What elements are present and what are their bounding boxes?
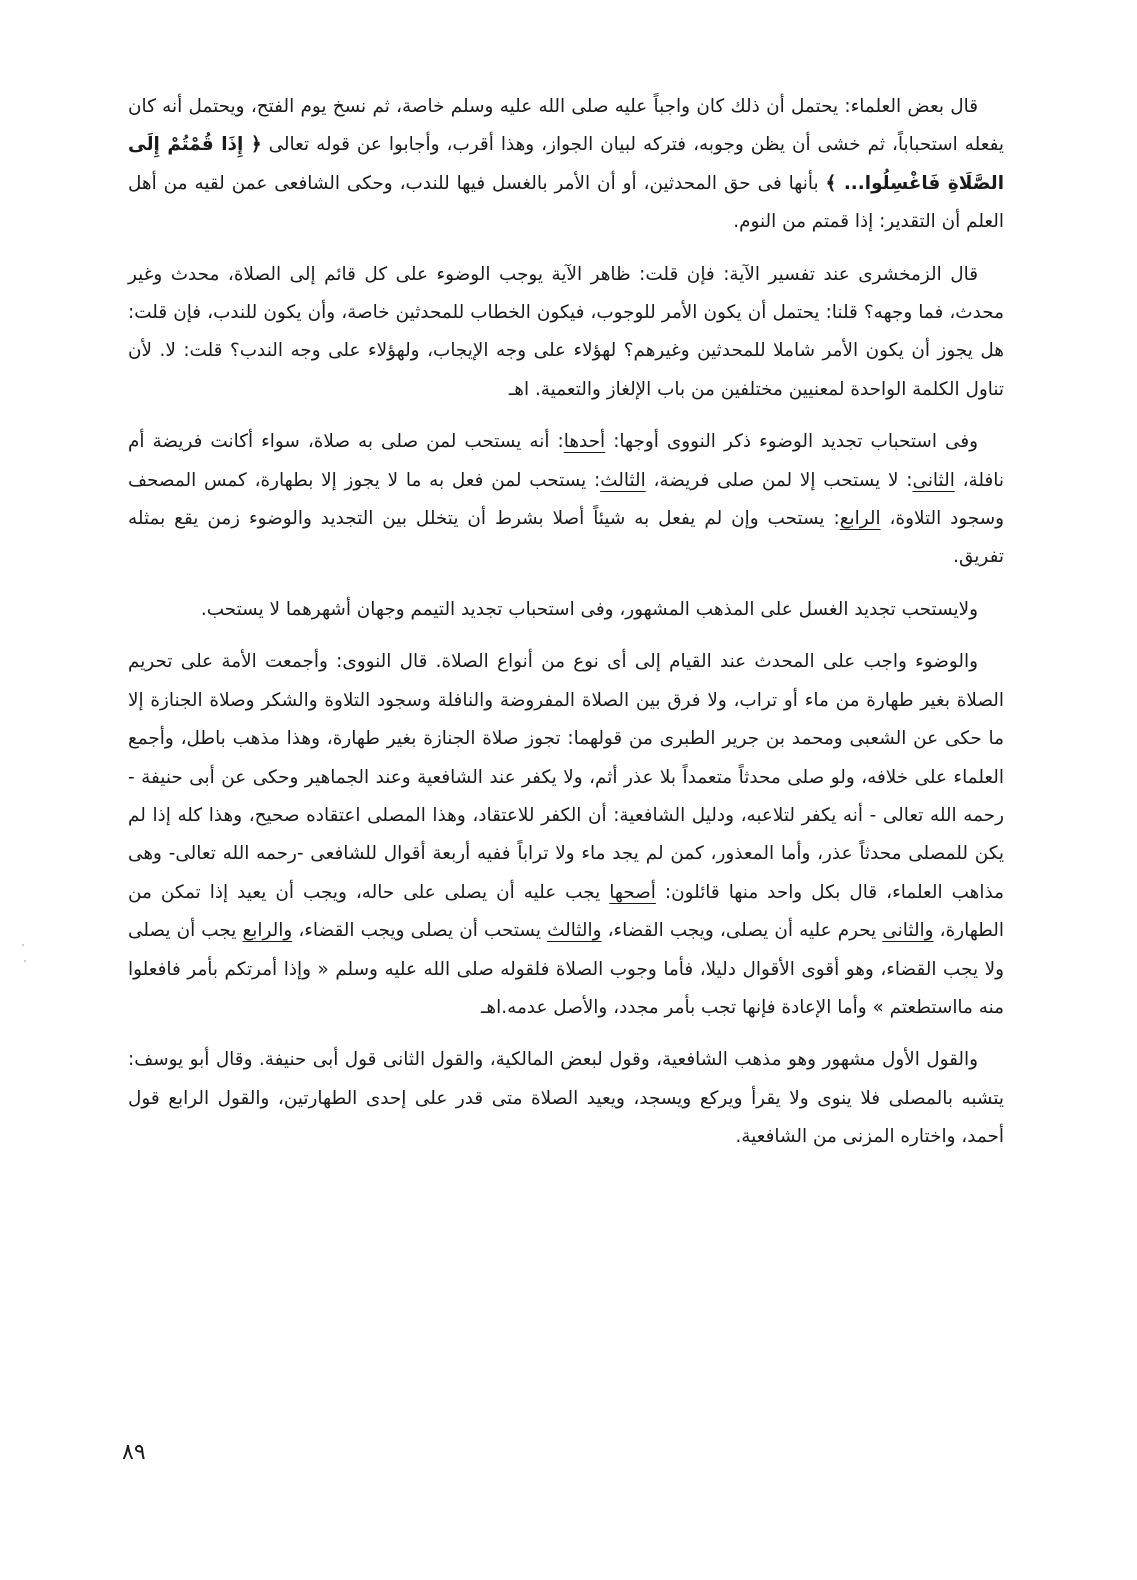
- scan-speck: [24, 960, 26, 962]
- text-segment: ولايستحب تجديد الغسل على المذهب المشهور، وفى استحباب تجديد التيمم وجهان أشهرهما لا يستحب.: [200, 598, 978, 620]
- paragraph-6: [128, 1041, 1004, 1156]
- quran-quote: ﴿ إِذَا قُمْتُمْ إِلَى الصَّلَاةِ فَاغْسِلُوا... ﴾: [128, 134, 1004, 194]
- underlined-term: الثانى: [912, 469, 955, 491]
- text-segment: : يستحب وإن لم يفعل به شيئاً أصلا بشرط أن يتخلل بين التجديد والوضوء زمن يقع بمثله تفريق.: [128, 508, 1004, 568]
- text-segment: والوضوء واجب على المحدث عند القيام إلى أى نوع من أنواع الصلاة. قال النووى: وأجمعت الأمة على تحريم الصلاة بغير طهارة من ماء أو تراب، ولا فرق بين الصلاة المفروضة والنافلة وسجود التلاوة والشكر وصلاة الجنازة إلا ما حكى عن الشعبى ومحمد بن جرير الطبرى من قولهما: تجوز صلاة الجنازة بغير طهارة، وهذا مذهب باطل، وأجمع العلماء على خلافه، ولو صلى محدثاً متعمداً بلا عذر أثم، ولا يكفر عند الشافعية وعند الجماهير وحكى عن أبى حنيفة - رحمه الله تعالى - أنه يكفر لتلاعبه، ودليل الشافعية: أن الكفر للاعتقاد، وهذا المصلى اعتقاده صحيح، وهذا كله إذا لم يكن للمصلى محدثاً عذر، وأما المعذور، كمن لم يجد ماء ولا تراباً ففيه أربعة أقوال للشافعى -رحمه الله تعالى- وهى مذاهب العلماء، قال بكل واحد منها قائلون:: [128, 651, 1004, 903]
- underlined-term: الرابع: [839, 508, 881, 530]
- text-segment: قال بعض العلماء: يحتمل أن ذلك كان واجباً عليه صلى الله عليه وسلم خاصة، ثم نسخ يوم الفتح، ويحتمل أنه كان يفعله استحباباً، ثم خشى أن يظن وجوبه، فتركه لبيان الجواز، وهذا أقرب، وأجابوا عن قوله تعالى: [128, 96, 1004, 156]
- text-segment: يجب أن يصلى ولا يجب القضاء، وهو أقوى الأقوال دليلا، فأما وجوب الصلاة فلقوله صلى الله عليه وسلم « وإذا أمرتكم بأمر فافعلوا منه مااستطعتم » وأما الإعادة فإنها تجب بأمر مجدد، والأصل عدمه.اهـ: [128, 920, 1004, 1018]
- paragraph-4: [128, 591, 1004, 629]
- text-segment: وفى استحباب تجديد الوضوء ذكر النووى أوجها:: [605, 431, 978, 453]
- underlined-term: أحدها: [563, 431, 606, 453]
- text-segment: يحرم عليه أن يصلى، ويجب القضاء،: [601, 920, 883, 942]
- text-segment: : أنه يستحب لمن صلى به صلاة، سواء أكانت فريضة أم نافلة،: [128, 431, 1004, 491]
- text-segment: بأنها فى حق المحدثين، أو أن الأمر بالغسل فيها للندب، وحكى الشافعى عمن لقيه من أهل العلم أن التقدير: إذا قمتم من النوم.: [128, 172, 1004, 233]
- paragraph-3: [128, 423, 1004, 577]
- text-segment: يستحب أن يصلى ويجب القضاء،: [292, 920, 548, 942]
- text-segment: : يستحب لمن فعل به ما لا يجوز إلا بطهارة، كمس المصحف وسجود التلاوة،: [128, 469, 1004, 530]
- page-body: [128, 88, 1004, 1171]
- underlined-term: والثالث: [547, 920, 602, 942]
- text-segment: قال الزمخشرى عند تفسير الآية: فإن قلت: ظاهر الآية يوجب الوضوء على كل قائم إلى الصلاة، محدث وغير محدث، فما وجهه؟ قلنا: يحتمل أن يكون الأمر للوجوب، فيكون الخطاب للمحدثين خاصة، وأن يكون للندب، فإن قلت: هل يجوز أن يكون الأمر شاملا للمحدثين وغيرهم؟ لهؤلاء على وجه الإيجاب، ولهؤلاء على وجه الندب؟ قلت: لا. لأن تناول الكلمة الواحدة لمعنيين مختلفين من باب الإلغاز والتعمية. اهـ: [128, 263, 1004, 400]
- text-segment: والقول الأول مشهور وهو مذهب الشافعية، وقول لبعض المالكية، والقول الثانى قول أبى حنيفة. وقال أبو يوسف: يتشبه بالمصلى فلا ينوى ولا يقرأ ويركع ويسجد، ويعيد الصلاة متى قدر على إحدى الطهارتين، والقول الرابع قول أحمد، واختاره المزنى من الشافعية.: [128, 1049, 1004, 1148]
- paragraph-2: [128, 256, 1004, 410]
- paragraph-1: [128, 88, 1004, 242]
- paragraph-5: [128, 643, 1004, 1027]
- page-number: ٨٩: [122, 1440, 146, 1465]
- underlined-term: أصحها: [609, 881, 656, 903]
- underlined-term: والرابع: [242, 920, 293, 942]
- text-segment: : لا يستحب إلا لمن صلى فريضة،: [645, 469, 913, 491]
- underlined-term: والثانى: [882, 920, 934, 942]
- underlined-term: الثالث: [600, 469, 646, 491]
- text-segment: يجب عليه أن يصلى على حاله، ويجب أن يعيد إذا تمكن من الطهارة،: [128, 881, 1004, 942]
- scan-speck: [22, 944, 24, 946]
